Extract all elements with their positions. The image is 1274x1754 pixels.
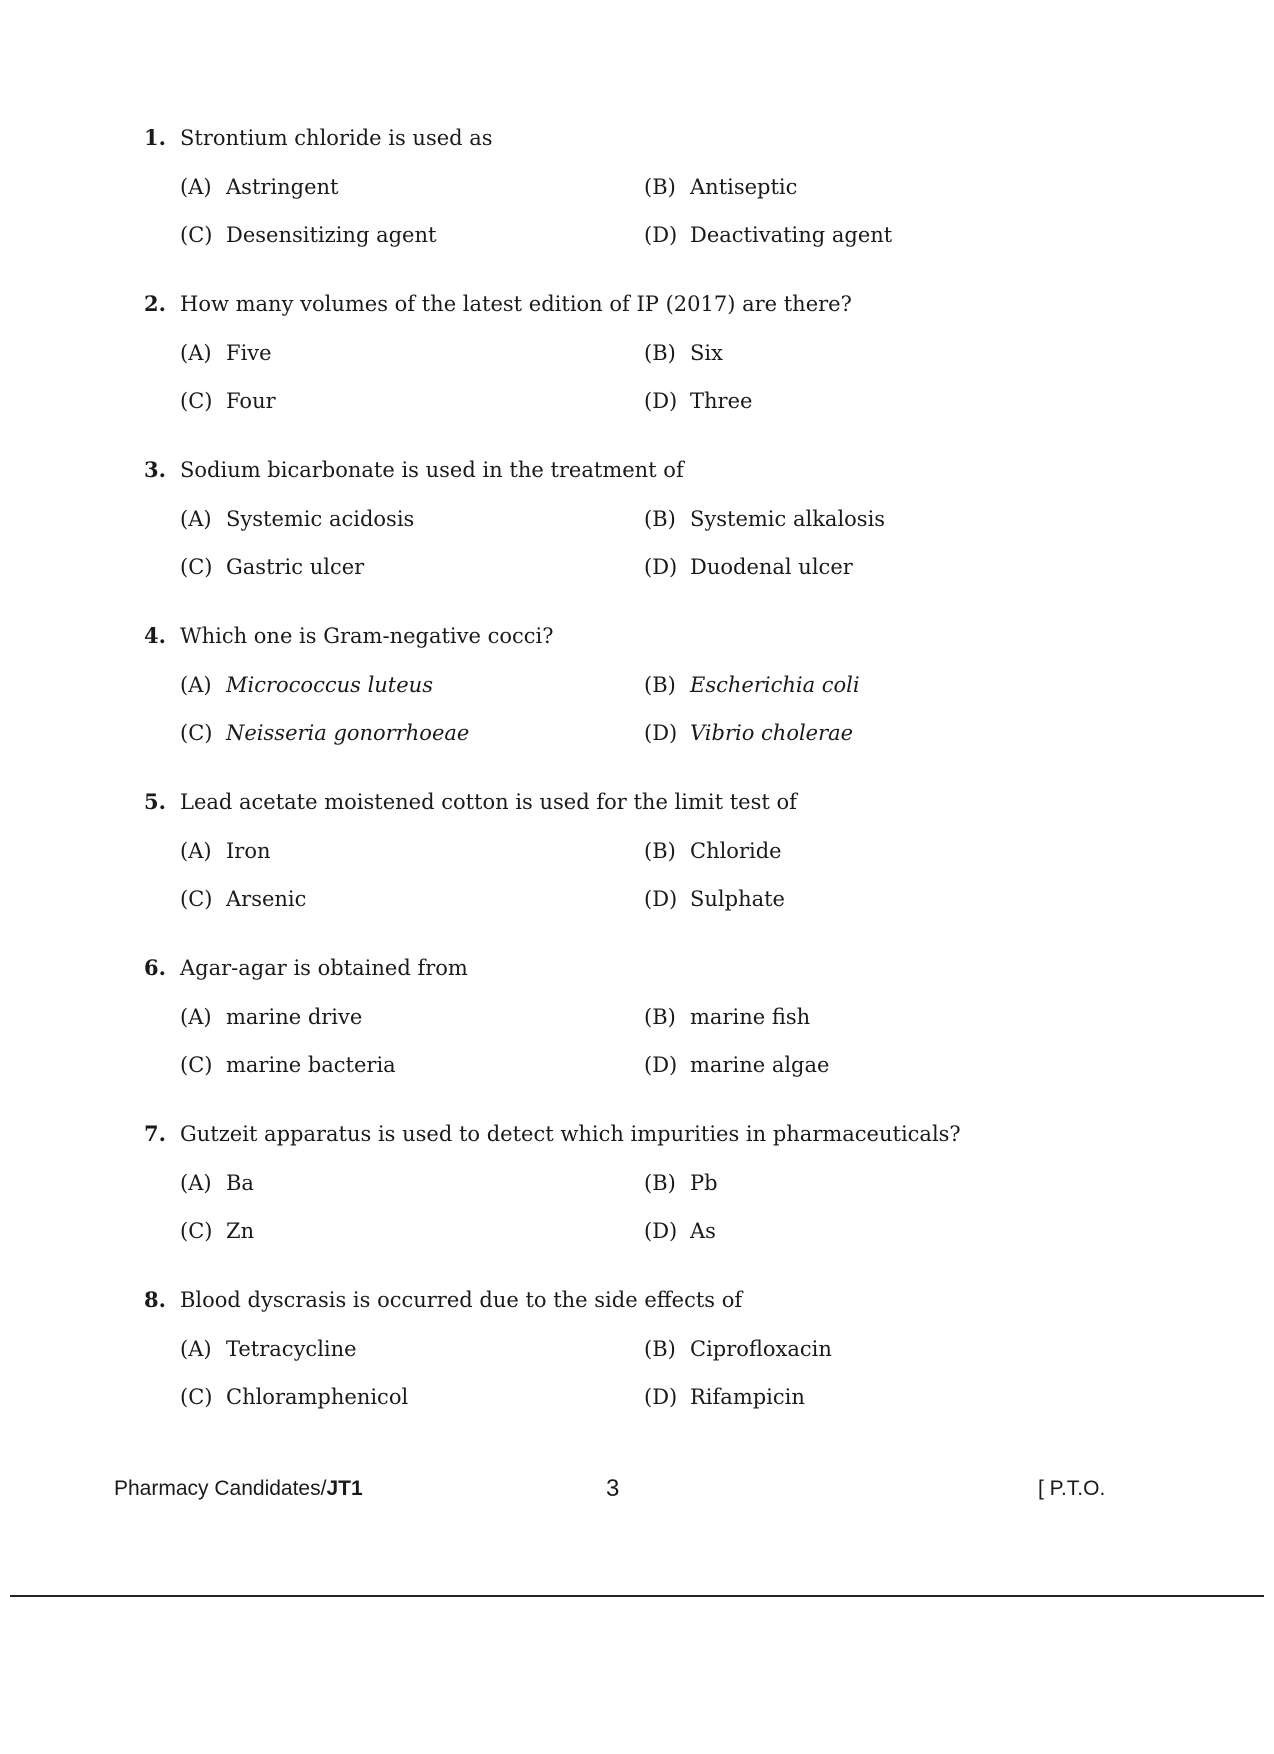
option-label: (B): [644, 507, 676, 531]
option-c: [180, 553, 364, 581]
option-label: (D): [644, 1219, 678, 1243]
option-text: Six: [690, 341, 723, 365]
option-label: (C): [180, 721, 213, 745]
option-label: (B): [644, 1005, 676, 1029]
question-text: How many volumes of the latest edition of IP (2017) are there?: [180, 292, 852, 316]
option-label: (D): [644, 389, 678, 413]
question-6: [144, 954, 1144, 1120]
question-text: Lead acetate moistened cotton is used for the limit test of: [180, 790, 797, 814]
option-text: As: [690, 1219, 716, 1243]
option-c: [180, 387, 276, 415]
option-text: Chloramphenicol: [226, 1385, 409, 1409]
option-b: [644, 1335, 832, 1363]
option-text: Gastric ulcer: [226, 555, 365, 579]
question-stem: [144, 954, 468, 982]
option-text: marine bacteria: [226, 1053, 396, 1077]
option-text: marine drive: [226, 1005, 363, 1029]
question-stem: [144, 1120, 961, 1148]
question-4: [144, 622, 1144, 788]
option-text: Systemic acidosis: [226, 507, 415, 531]
option-b: [644, 505, 885, 533]
option-label: (D): [644, 1053, 678, 1077]
bottom-divider: [10, 1595, 1264, 1597]
question-number: 1.: [144, 125, 166, 150]
option-text: marine algae: [690, 1053, 830, 1077]
option-text: Three: [690, 389, 753, 413]
question-number: 2.: [144, 291, 166, 316]
option-label: (A): [180, 1171, 212, 1195]
question-number: 7.: [144, 1121, 166, 1146]
option-label: (D): [644, 721, 678, 745]
option-c: [180, 719, 469, 747]
option-d: [644, 1217, 716, 1245]
option-text: Sulphate: [690, 887, 785, 911]
option-text: Tetracycline: [226, 1337, 357, 1361]
question-2: [144, 290, 1144, 456]
option-text: Arsenic: [226, 887, 307, 911]
question-8: [144, 1286, 1144, 1452]
option-label: (B): [644, 175, 676, 199]
option-label: (B): [644, 1337, 676, 1361]
option-c: [180, 1217, 254, 1245]
question-stem: [144, 124, 493, 152]
question-list: [144, 124, 1144, 1452]
option-label: (B): [644, 1171, 676, 1195]
option-d: [644, 221, 892, 249]
option-text: marine fish: [690, 1005, 811, 1029]
option-label: (A): [180, 341, 212, 365]
option-a: [180, 1335, 357, 1363]
option-a: [180, 1003, 362, 1031]
option-text: Astringent: [226, 175, 339, 199]
option-b: [644, 339, 723, 367]
option-label: (A): [180, 839, 212, 863]
option-label: (A): [180, 1337, 212, 1361]
option-label: (C): [180, 389, 213, 413]
option-c: [180, 221, 436, 249]
question-stem: [144, 622, 554, 650]
option-b: [644, 173, 797, 201]
option-label: (B): [644, 341, 676, 365]
question-text: Strontium chloride is used as: [180, 126, 493, 150]
option-b: [644, 671, 860, 699]
option-text: Four: [226, 389, 276, 413]
option-label: (D): [644, 223, 678, 247]
option-a: [180, 173, 339, 201]
option-text: Duodenal ulcer: [690, 555, 853, 579]
question-number: 4.: [144, 623, 166, 648]
option-d: [644, 885, 785, 913]
option-a: [180, 837, 271, 865]
question-text: Blood dyscrasis is occurred due to the side effects of: [180, 1288, 743, 1312]
option-a: [180, 671, 433, 699]
question-stem: [144, 1286, 742, 1314]
option-label: (D): [644, 555, 678, 579]
option-c: [180, 885, 306, 913]
option-c: [180, 1051, 396, 1079]
option-label: (C): [180, 1219, 213, 1243]
option-text: Rifampicin: [690, 1385, 805, 1409]
option-label: (C): [180, 555, 213, 579]
option-label: (D): [644, 1385, 678, 1409]
page-number: 3: [606, 1475, 620, 1502]
option-text: Neisseria gonorrhoeae: [226, 721, 470, 745]
option-b: [644, 1003, 810, 1031]
option-text: Zn: [226, 1219, 255, 1243]
option-text: Antiseptic: [690, 175, 798, 199]
option-label: (C): [180, 1385, 213, 1409]
option-b: [644, 1169, 718, 1197]
question-text: Gutzeit apparatus is used to detect which impurities in pharmaceuticals?: [180, 1122, 961, 1146]
option-text: Deactivating agent: [690, 223, 893, 247]
question-5: [144, 788, 1144, 954]
option-d: [644, 553, 853, 581]
option-a: [180, 505, 414, 533]
footer-code: JT1: [326, 1477, 363, 1500]
option-label: (D): [644, 887, 678, 911]
option-label: (C): [180, 887, 213, 911]
option-text: Chloride: [690, 839, 782, 863]
option-label: (A): [180, 1005, 212, 1029]
option-label: (B): [644, 839, 676, 863]
question-text: Agar-agar is obtained from: [180, 956, 468, 980]
option-d: [644, 387, 752, 415]
question-text: Sodium bicarbonate is used in the treatment of: [180, 458, 684, 482]
option-text: Vibrio cholerae: [690, 721, 854, 745]
question-stem: [144, 788, 797, 816]
question-text: Which one is Gram-negative cocci?: [180, 624, 554, 648]
option-text: Ba: [226, 1171, 254, 1195]
option-text: Pb: [690, 1171, 718, 1195]
option-d: [644, 1051, 829, 1079]
option-label: (B): [644, 673, 676, 697]
question-number: 5.: [144, 789, 166, 814]
option-a: [180, 1169, 254, 1197]
pto-label: [ P.T.O.: [1038, 1477, 1106, 1500]
question-1: [144, 124, 1144, 290]
question-3: [144, 456, 1144, 622]
option-c: [180, 1383, 408, 1411]
option-text: Ciprofloxacin: [690, 1337, 832, 1361]
option-label: (A): [180, 507, 212, 531]
option-d: [644, 1383, 805, 1411]
option-text: Escherichia coli: [690, 673, 860, 697]
option-label: (A): [180, 673, 212, 697]
option-text: Desensitizing agent: [226, 223, 437, 247]
option-text: Systemic alkalosis: [690, 507, 886, 531]
footer-prefix: Pharmacy Candidates/: [114, 1477, 327, 1500]
question-number: 3.: [144, 457, 166, 482]
question-7: [144, 1120, 1144, 1286]
question-stem: [144, 290, 852, 318]
footer-course-code: [114, 1475, 363, 1503]
option-label: (A): [180, 175, 212, 199]
option-label: (C): [180, 223, 213, 247]
option-text: Micrococcus luteus: [226, 673, 433, 697]
option-label: (C): [180, 1053, 213, 1077]
option-b: [644, 837, 782, 865]
question-number: 8.: [144, 1287, 166, 1312]
option-text: Iron: [226, 839, 271, 863]
question-number: 6.: [144, 955, 166, 980]
option-text: Five: [226, 341, 272, 365]
question-stem: [144, 456, 684, 484]
option-d: [644, 719, 853, 747]
option-a: [180, 339, 272, 367]
